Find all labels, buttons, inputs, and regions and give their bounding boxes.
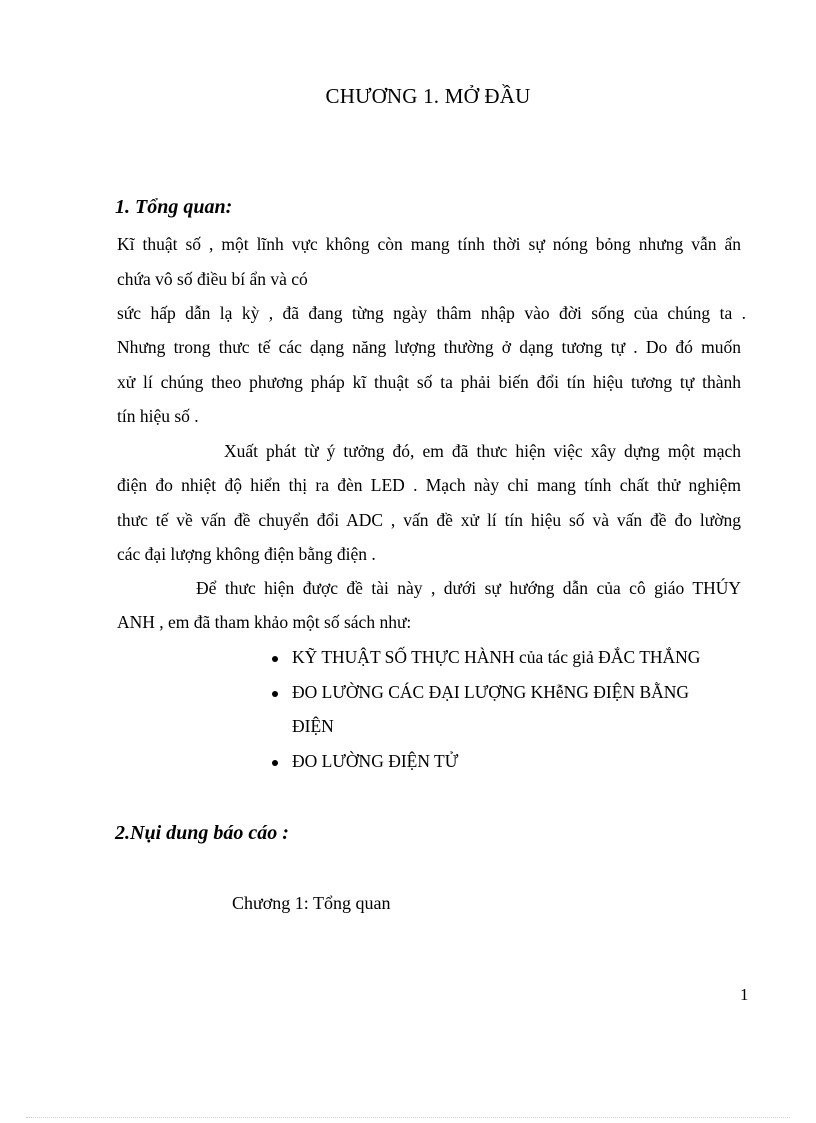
chapter-title: CHƯƠNG 1. MỞ ĐẦU (325, 84, 531, 108)
page-bottom-border (26, 1117, 790, 1118)
bullet-icon (272, 760, 278, 766)
reference-line: ANH , em đã tham khảo một số sách như: (117, 612, 412, 632)
intro-line: sức hấp dẫn lạ kỳ , đã đang từng ngày thâm nhập vào đời sống của chúng ta . (117, 303, 746, 323)
section-heading-report-contents: 2.Nụi dung báo cáo : (115, 822, 289, 844)
section-heading-overview: 1. Tổng quan: (115, 196, 233, 218)
book-list-item: ĐO LƯỜNG ĐIỆN TỬ (292, 751, 459, 771)
book-list-item-continuation: ĐIỆN (292, 716, 334, 736)
bullet-icon (272, 691, 278, 697)
intro-line: Kĩ thuật số , một lĩnh vực không còn mang tính thời sự nóng bỏng nhưng vẫn ẩn (117, 234, 741, 254)
purpose-line: Xuất phát từ ý tưởng đó, em đã thưc hiện việc xây dựng một mạch (224, 441, 741, 461)
book-list-item: ĐO LƯỜNG CÁC ĐẠI LƯỢNG KHễNG ĐIỆN BẰNG (292, 682, 690, 702)
intro-line: tín hiệu số . (117, 406, 199, 426)
bullet-icon (272, 656, 278, 662)
intro-line: chứa vô số điều bí ẩn và có (117, 269, 308, 289)
intro-line: Nhưng trong thưc tế các dạng năng lượng thường ở dạng tương tự . Do đó muốn (117, 337, 741, 357)
purpose-line: các đại lượng không điện bằng điện . (117, 544, 376, 564)
chapter-list-item: Chương 1: Tổng quan (232, 893, 391, 913)
reference-line: Để thưc hiện được đề tài này , dưới sự hướng dẫn của cô giáo THÚY (196, 578, 741, 598)
intro-line: xử lí chúng theo phương pháp kĩ thuật số ta phải biến đổi tín hiệu tương tự thành (117, 372, 741, 392)
page-number: 1 (740, 985, 749, 1004)
purpose-line: điện đo nhiệt độ hiển thị ra đèn LED . Mạch này chỉ mang tính chất thử nghiệm (117, 475, 741, 495)
purpose-line: thưc tế về vấn đề chuyển đổi ADC , vấn đề xử lí tín hiệu số và vấn đề đo lường (117, 510, 741, 530)
book-list-item: KỸ THUẬT SỐ THỰC HÀNH của tác giả ĐẮC THẮNG (292, 647, 701, 667)
